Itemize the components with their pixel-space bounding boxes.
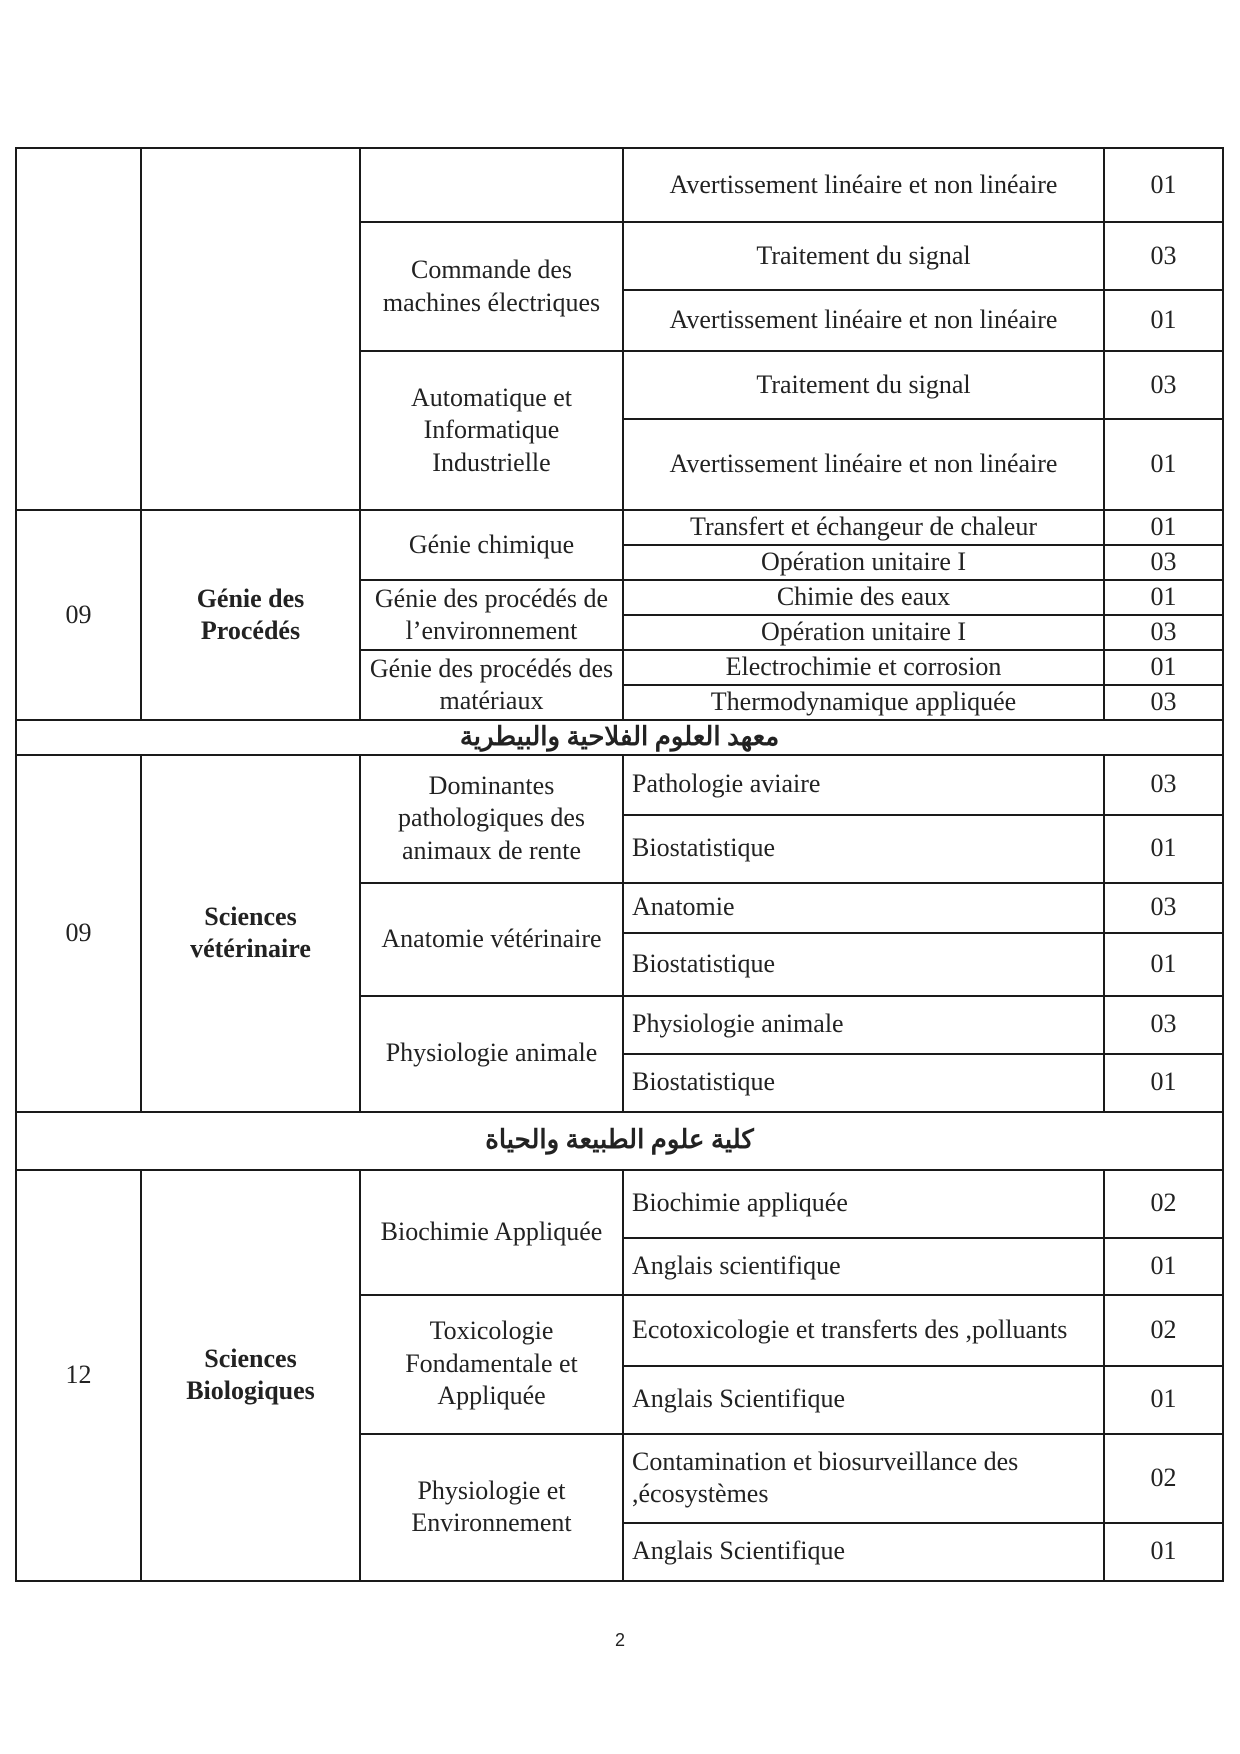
module-cell: Ecotoxicologie et transferts des ,polluants	[623, 1295, 1104, 1366]
coefficient-cell: 01	[1104, 419, 1223, 510]
page-number: 2	[614, 1630, 625, 1650]
specialty-cell: Génie chimique	[360, 510, 623, 580]
module-cell: Anglais Scientifique	[623, 1366, 1104, 1434]
table-row	[16, 755, 1223, 815]
table-row	[16, 720, 1223, 755]
domain-cell: Génie des Procédés	[141, 510, 360, 720]
module-cell: Avertissement linéaire et non linéaire	[623, 148, 1104, 222]
number-cell: 12	[16, 1170, 141, 1581]
coefficient-cell: 01	[1104, 815, 1223, 883]
module-cell: Avertissement linéaire et non linéaire	[623, 419, 1104, 510]
coefficient-cell: 01	[1104, 290, 1223, 351]
module-cell: Biochimie appliquée	[623, 1170, 1104, 1238]
module-cell: Anatomie	[623, 883, 1104, 933]
module-cell: Physiologie animale	[623, 996, 1104, 1054]
specialty-cell: Dominantes pathologiques des animaux de rente	[360, 755, 623, 883]
specialty-cell: Physiologie animale	[360, 996, 623, 1112]
module-cell: Anglais Scientifique	[623, 1523, 1104, 1581]
specialty-cell: Commande des machines électriques	[360, 222, 623, 351]
number-cell: 09	[16, 510, 141, 720]
coefficient-cell: 03	[1104, 615, 1223, 650]
domain-cell: Sciences Biologiques	[141, 1170, 360, 1581]
table-row	[16, 510, 1223, 545]
coefficient-cell: 01	[1104, 1238, 1223, 1295]
coefficient-cell: 01	[1104, 933, 1223, 996]
coefficient-cell: 03	[1104, 755, 1223, 815]
module-cell: Biostatistique	[623, 933, 1104, 996]
module-cell: Anglais scientifique	[623, 1238, 1104, 1295]
module-cell: Opération unitaire I	[623, 615, 1104, 650]
module-cell: Biostatistique	[623, 815, 1104, 883]
module-cell: Opération unitaire I	[623, 545, 1104, 580]
module-cell: Pathologie aviaire	[623, 755, 1104, 815]
specialty-cell: Automatique et Informatique Industrielle	[360, 351, 623, 510]
specialties-table	[15, 147, 1224, 1582]
module-cell: Contamination et biosurveillance des ,écosystèmes	[623, 1434, 1104, 1523]
module-cell: Transfert et échangeur de chaleur	[623, 510, 1104, 545]
table-row	[16, 1112, 1223, 1170]
specialty-cell: Génie des procédés de l’environnement	[360, 580, 623, 650]
domain-cell-empty	[141, 148, 360, 510]
coefficient-cell: 02	[1104, 1170, 1223, 1238]
coefficient-cell: 03	[1104, 222, 1223, 290]
specialty-cell: Génie des procédés des matériaux	[360, 650, 623, 720]
coefficient-cell: 03	[1104, 545, 1223, 580]
coefficient-cell: 01	[1104, 650, 1223, 685]
number-cell: 09	[16, 755, 141, 1112]
coefficient-cell: 01	[1104, 1054, 1223, 1112]
table-row	[16, 1170, 1223, 1238]
specialty-cell: Physiologie et Environnement	[360, 1434, 623, 1581]
coefficient-cell: 03	[1104, 351, 1223, 419]
coefficient-cell: 03	[1104, 883, 1223, 933]
table-row	[16, 148, 1223, 222]
coefficient-cell: 01	[1104, 510, 1223, 545]
module-cell: Traitement du signal	[623, 222, 1104, 290]
specialty-cell: Toxicologie Fondamentale et Appliquée	[360, 1295, 623, 1434]
coefficient-cell: 01	[1104, 1366, 1223, 1434]
faculty-banner: كلية علوم الطبيعة والحياة	[16, 1112, 1223, 1170]
domain-cell: Sciences vétérinaire	[141, 755, 360, 1112]
module-cell: Traitement du signal	[623, 351, 1104, 419]
coefficient-cell: 03	[1104, 685, 1223, 720]
specialty-cell-empty	[360, 148, 623, 222]
faculty-banner: معهد العلوم الفلاحية والبيطرية	[16, 720, 1223, 755]
number-cell-empty	[16, 148, 141, 510]
module-cell: Biostatistique	[623, 1054, 1104, 1112]
coefficient-cell: 03	[1104, 996, 1223, 1054]
module-cell: Avertissement linéaire et non linéaire	[623, 290, 1104, 351]
coefficient-cell: 01	[1104, 1523, 1223, 1581]
module-cell: Chimie des eaux	[623, 580, 1104, 615]
coefficient-cell: 02	[1104, 1295, 1223, 1366]
module-cell: Electrochimie et corrosion	[623, 650, 1104, 685]
specialty-cell: Anatomie vétérinaire	[360, 883, 623, 996]
module-cell: Thermodynamique appliquée	[623, 685, 1104, 720]
coefficient-cell: 01	[1104, 580, 1223, 615]
coefficient-cell: 02	[1104, 1434, 1223, 1523]
coefficient-cell: 01	[1104, 148, 1223, 222]
specialty-cell: Biochimie Appliquée	[360, 1170, 623, 1295]
